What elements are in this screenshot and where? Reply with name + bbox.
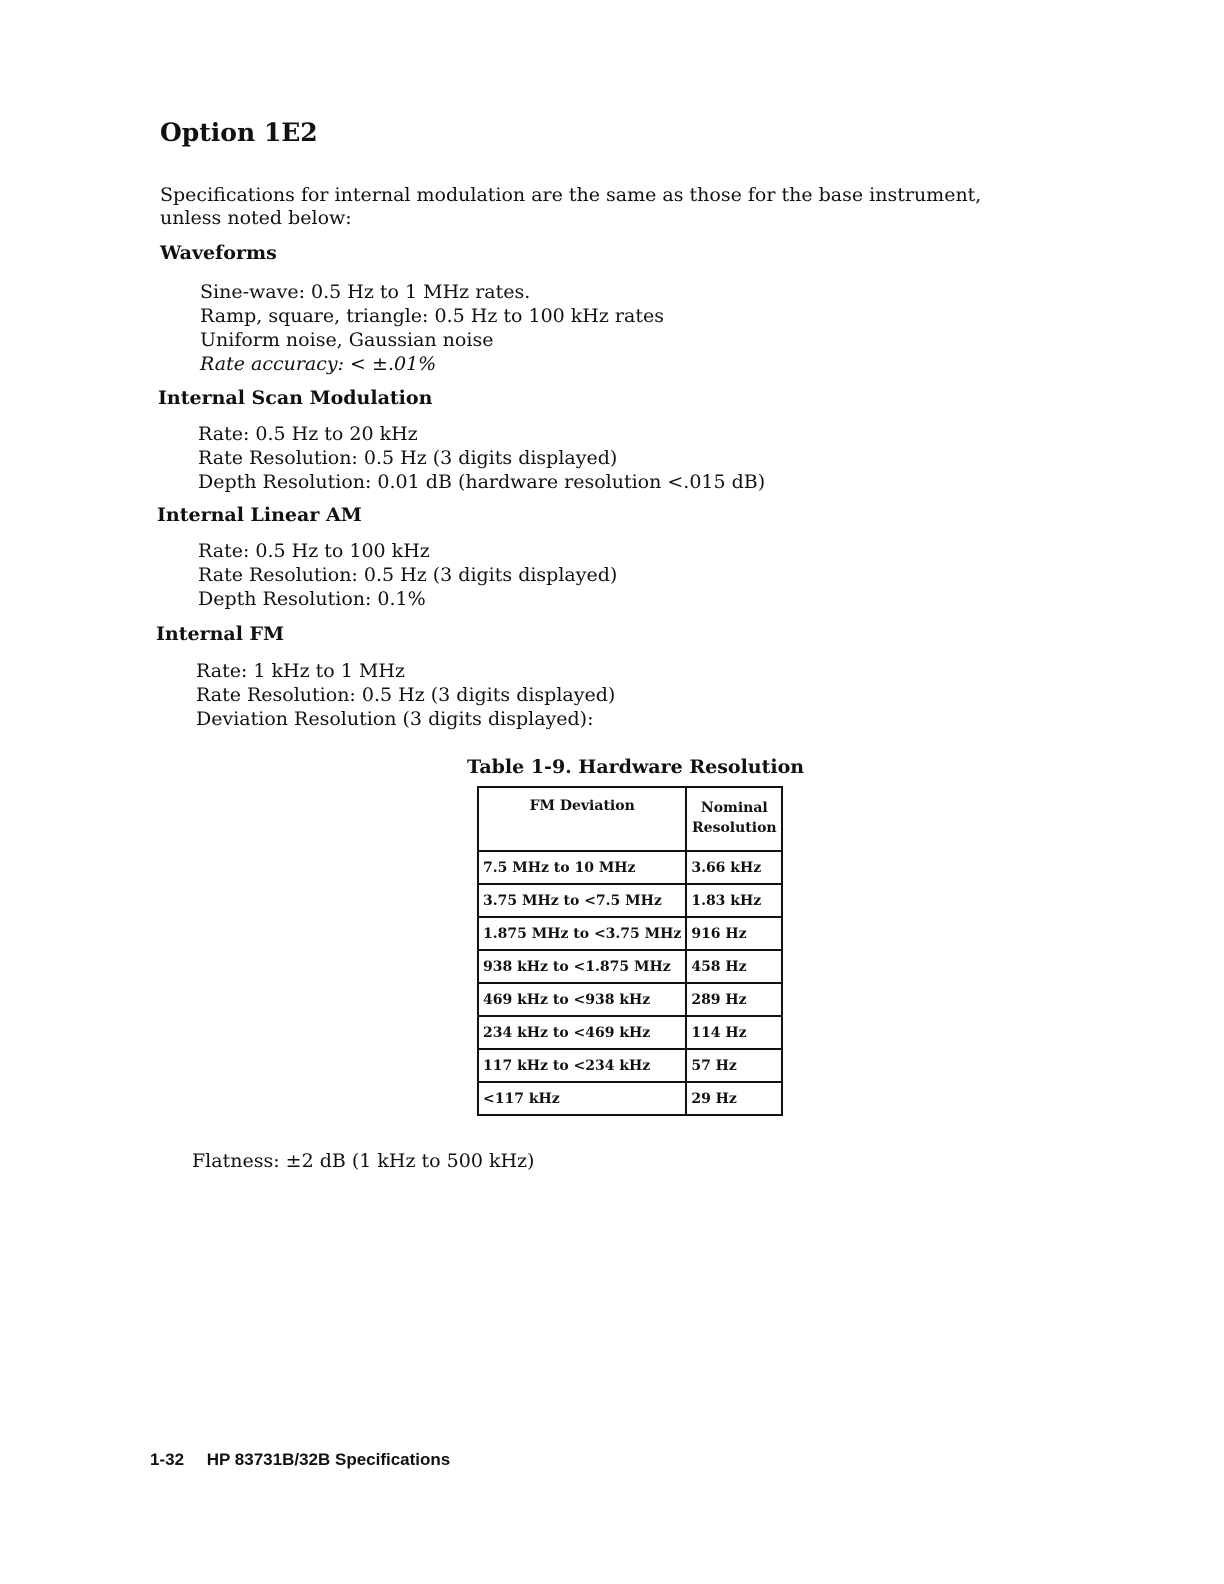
- page-number: 1-32: [150, 1450, 185, 1469]
- spec-line: Depth Resolution: 0.01 dB (hardware resolution <.015 dB): [198, 471, 766, 493]
- fm-deviation-cell: 7.5 MHz to 10 MHz: [478, 851, 686, 884]
- scan-modulation-heading: Internal Scan Modulation: [158, 387, 433, 409]
- table-row: [478, 917, 782, 950]
- table-row: [478, 1016, 782, 1049]
- resolution-cell: 916 Hz: [686, 917, 782, 950]
- spec-line: Rate: 1 kHz to 1 MHz: [196, 660, 405, 682]
- flatness-spec: Flatness: ±2 dB (1 kHz to 500 kHz): [192, 1150, 535, 1172]
- document-title: HP 83731B/32B Specifications: [206, 1450, 451, 1469]
- fm-deviation-cell: 1.875 MHz to <3.75 MHz: [478, 917, 686, 950]
- linear-am-specs: [198, 539, 617, 611]
- spec-line: Rate accuracy: < ±.01%: [200, 353, 437, 375]
- waveforms-specs: [200, 280, 664, 376]
- internal-fm-specs: [196, 659, 615, 731]
- table-header-row: [478, 787, 782, 851]
- column-header-nominal-resolution: Nominal Resolution: [686, 787, 782, 851]
- column-header-fm-deviation: FM Deviation: [478, 787, 686, 851]
- fm-deviation-cell: <117 kHz: [478, 1082, 686, 1115]
- resolution-cell: 458 Hz: [686, 950, 782, 983]
- spec-line: Rate: 0.5 Hz to 100 kHz: [198, 540, 430, 562]
- internal-fm-heading: Internal FM: [156, 623, 285, 645]
- resolution-cell: 289 Hz: [686, 983, 782, 1016]
- spec-line: Uniform noise, Gaussian noise: [200, 329, 494, 351]
- fm-deviation-cell: 469 kHz to <938 kHz: [478, 983, 686, 1016]
- fm-deviation-cell: 117 kHz to <234 kHz: [478, 1049, 686, 1082]
- page-title: Option 1E2: [160, 118, 318, 147]
- hardware-resolution-table: [477, 786, 783, 1116]
- spec-line: Depth Resolution: 0.1%: [198, 588, 426, 610]
- resolution-cell: 114 Hz: [686, 1016, 782, 1049]
- table-row: [478, 950, 782, 983]
- table-row: [478, 884, 782, 917]
- linear-am-heading: Internal Linear AM: [157, 504, 362, 526]
- resolution-cell: 1.83 kHz: [686, 884, 782, 917]
- fm-deviation-cell: 3.75 MHz to <7.5 MHz: [478, 884, 686, 917]
- table-row: [478, 1082, 782, 1115]
- spec-line: Ramp, square, triangle: 0.5 Hz to 100 kHz rates: [200, 305, 664, 327]
- resolution-cell: 3.66 kHz: [686, 851, 782, 884]
- spec-line: Rate Resolution: 0.5 Hz (3 digits displayed): [198, 564, 618, 586]
- spec-line: Rate: 0.5 Hz to 20 kHz: [198, 423, 418, 445]
- resolution-cell: 57 Hz: [686, 1049, 782, 1082]
- spec-line: Deviation Resolution (3 digits displayed):: [196, 708, 594, 730]
- table-caption: Table 1-9. Hardware Resolution: [467, 756, 805, 778]
- scan-modulation-specs: [198, 422, 765, 494]
- intro-paragraph: Specifications for internal modulation are the same as those for the base instrument, unless noted below:: [160, 184, 982, 229]
- fm-deviation-cell: 938 kHz to <1.875 MHz: [478, 950, 686, 983]
- spec-line: Sine-wave: 0.5 Hz to 1 MHz rates.: [200, 281, 531, 303]
- page-footer: [150, 1450, 450, 1470]
- table-row: [478, 1049, 782, 1082]
- table-row: [478, 983, 782, 1016]
- fm-deviation-cell: 234 kHz to <469 kHz: [478, 1016, 686, 1049]
- table-row: [478, 851, 782, 884]
- spec-line: Rate Resolution: 0.5 Hz (3 digits displayed): [196, 684, 616, 706]
- waveforms-heading: Waveforms: [160, 242, 277, 264]
- resolution-cell: 29 Hz: [686, 1082, 782, 1115]
- spec-line: Rate Resolution: 0.5 Hz (3 digits displayed): [198, 447, 618, 469]
